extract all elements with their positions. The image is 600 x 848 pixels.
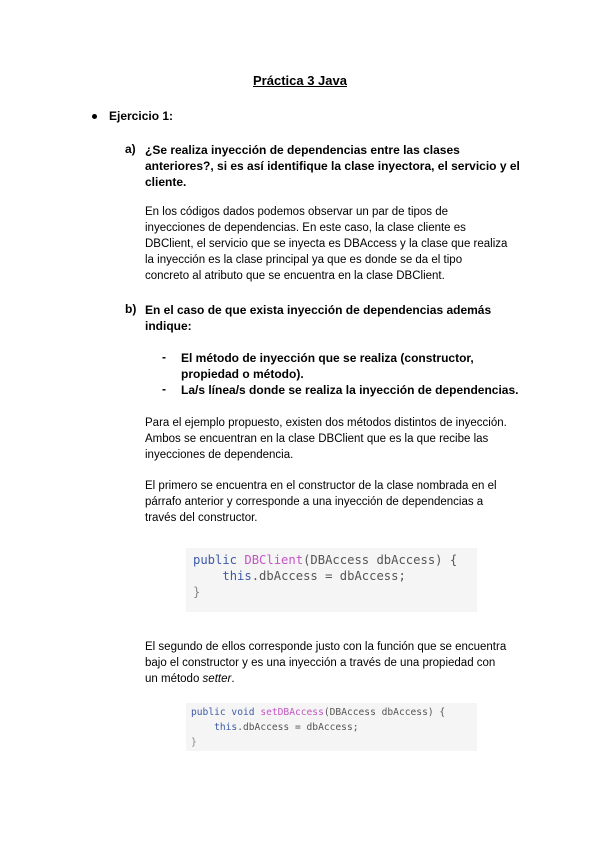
paragraph-line <box>145 671 528 687</box>
bullet-dot <box>92 114 97 119</box>
question-a-marker: a) <box>125 142 136 156</box>
paragraph-line: DBClient, el servicio que se inyecta es DBAccess y la clase que realiza <box>145 238 508 250</box>
sub-item-dash: - <box>162 382 166 396</box>
sub-item-injection-lines: La/s línea/s donde se realiza la inyección de dependencias. <box>181 383 519 397</box>
paragraph-line: párrafo anterior y corresponde a una inyección de dependencias a <box>145 496 484 508</box>
paragraph-line: Ambos se encuentran en la clase DBClient que es la que recibe las <box>145 433 489 445</box>
code-indent <box>191 722 214 733</box>
question-a-line: ¿Se realiza inyección de dependencias entre las clases <box>145 143 460 157</box>
question-a-line: cliente. <box>145 175 187 189</box>
code-keyword: this <box>214 722 238 733</box>
sub-item-injection-method <box>181 350 528 382</box>
exercise-heading: Ejercicio 1: <box>109 109 174 123</box>
question-a <box>145 142 528 190</box>
code-line <box>191 705 445 720</box>
code-line <box>193 584 457 600</box>
page-title: Práctica 3 Java <box>253 73 347 88</box>
question-b-line: En el caso de que exista inyección de dependencias además <box>145 303 492 317</box>
answer-b-paragraph-1 <box>145 415 528 463</box>
paragraph-line: El segundo de ellos corresponde justo con la función que se encuentra <box>145 641 507 653</box>
question-b <box>145 302 528 334</box>
paragraph-line: inyecciones de dependencia. <box>145 449 294 461</box>
answer-a-paragraph <box>145 204 528 284</box>
paragraph-line: través del constructor. <box>145 512 258 524</box>
answer-b-paragraph-2 <box>145 478 528 526</box>
paragraph-line: concreto al atributo que se encuentra en la clase DBClient. <box>145 270 445 282</box>
code-keyword: public <box>193 553 238 567</box>
code-text: (DBAccess dbAccess) { <box>303 553 458 567</box>
paragraph-emphasis: setter <box>202 673 232 685</box>
code-keyword: this <box>222 569 252 583</box>
code-text: (DBAccess dbAccess) { <box>323 707 446 718</box>
question-a-line: anteriores?, si es así identifique la clase inyectora, el servicio y el <box>145 159 520 173</box>
paragraph-line: Para el ejemplo propuesto, existen dos métodos distintos de inyección. <box>145 417 507 429</box>
code-block-setter <box>186 703 477 751</box>
code-function-name: setDBAccess <box>260 707 324 718</box>
sub-item-line: propiedad o método). <box>181 367 304 381</box>
paragraph-text: un método <box>145 673 203 685</box>
code-line <box>193 568 457 584</box>
sub-item-line: El método de inyección que se realiza (constructor, <box>181 351 474 365</box>
code-line <box>191 720 445 735</box>
question-b-line: indique: <box>145 319 192 333</box>
paragraph-text: . <box>231 673 235 685</box>
paragraph-line: inyecciones de dependencias. En este caso, la clase cliente es <box>145 222 466 234</box>
code-text: } <box>191 737 197 748</box>
code-function-name: DBClient <box>244 553 304 567</box>
paragraph-line: En los códigos dados podemos observar un par de tipos de <box>145 206 449 218</box>
paragraph-line: El primero se encuentra en el constructor de la clase nombrada en el <box>145 480 497 492</box>
code-line <box>193 552 457 568</box>
paragraph-line: la inyección es la clase principal ya que es donde se da el tipo <box>145 254 463 266</box>
answer-b-paragraph-3 <box>145 639 528 687</box>
question-b-marker: b) <box>125 302 137 316</box>
code-line <box>191 735 445 750</box>
sub-item-dash: - <box>162 350 166 364</box>
paragraph-line: bajo el constructor y es una inyección a través de una propiedad con <box>145 657 496 669</box>
code-text: .dbAccess = dbAccess; <box>237 722 359 733</box>
code-text: } <box>193 585 201 599</box>
code-block-constructor <box>186 548 477 612</box>
code-keyword: public void <box>191 707 255 718</box>
code-indent <box>193 569 222 583</box>
code-text: .dbAccess = dbAccess; <box>251 569 406 583</box>
